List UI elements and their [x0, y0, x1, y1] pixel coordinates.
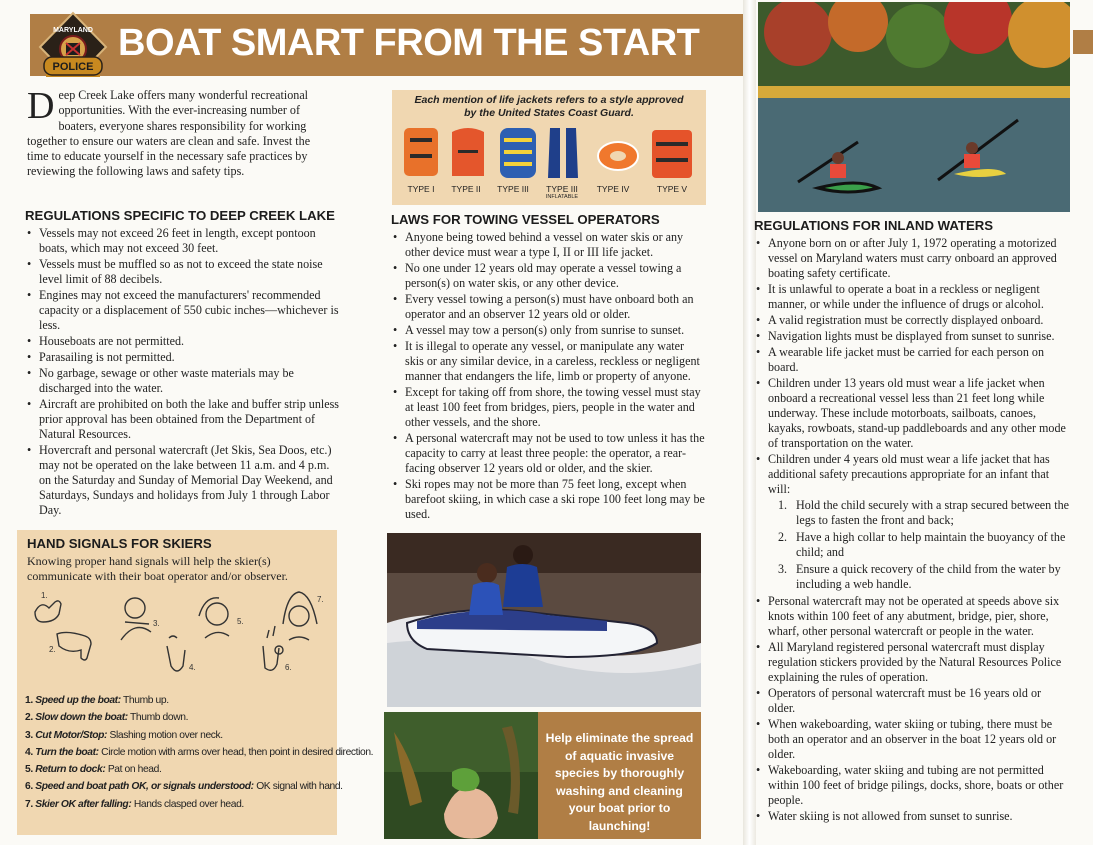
sub-list-item: 2. Have a high collar to help maintain the buoyancy of the child; and	[778, 530, 1066, 559]
list-item: 6. Speed and boat path OK, or signals understood: OK signal with hand.	[25, 781, 343, 793]
svg-text:MARYLAND: MARYLAND	[53, 27, 93, 34]
list-item: • Anyone being towed behind a vessel on water skis or any other device must wear a type I, II or III life jacket.	[391, 230, 705, 260]
life-jacket-illustrations	[400, 124, 700, 182]
hand-signals-heading: HAND SIGNALS FOR SKIERS	[27, 536, 212, 551]
turn-boat-hand-icon	[167, 636, 196, 672]
sub-list-item: 3. Ensure a quick recovery of the child from the water by including a web handle.	[778, 562, 1061, 591]
hand-signals-list	[25, 692, 373, 813]
list-item: • Except for taking off from shore, the towing vessel must stay at least 100 feet from bridges, piers, people in the water and other vessels, and the shore.	[391, 385, 705, 430]
maryland-police-badge	[30, 7, 116, 77]
type-3-life-jacket-icon	[500, 128, 536, 178]
list-item: 2. Slow down the boat: Thumb down.	[25, 712, 189, 724]
list-item: • Operators of personal watercraft must be 16 years old or older.	[754, 686, 1070, 716]
thumb-down-hand-icon	[49, 632, 91, 660]
sub-list-item: 1. Hold the child securely with a strap secured between the legs to fasten the front and back;	[778, 498, 1070, 527]
life-jacket-label: TYPE V	[656, 184, 688, 194]
list-item: • No garbage, sewage or other waste materials may be discharged into the water.	[25, 366, 340, 396]
list-item: • Houseboats are not permitted.	[25, 334, 340, 349]
deep-creek-heading: REGULATIONS SPECIFIC TO DEEP CREEK LAKE	[25, 208, 335, 223]
inland-heading: REGULATIONS FOR INLAND WATERS	[754, 218, 994, 233]
list-item: • Children under 4 years old must wear a life jacket that has additional safety precautions appropriate for an infant that will:	[754, 452, 1070, 497]
list-item: • Wakeboarding, water skiing and tubing are not permitted within 100 feet of bridge pilings, docks, shore, boats or other people.	[754, 763, 1070, 808]
list-item: 7. Skier OK after falling: Hands clasped over head.	[25, 798, 244, 810]
svg-text:6.: 6.	[285, 663, 292, 672]
list-item: • All Maryland registered personal watercraft must display regulation stickers provided by the Natural Resources Police explaining the rules of operation.	[754, 640, 1070, 685]
list-item: • Anyone born on or after July 1, 1972 operating a motorized vessel on Maryland waters must carry onboard an approved boating safety certificate.	[754, 236, 1070, 281]
jet-ski-photo	[387, 533, 701, 707]
inland-section	[754, 218, 1070, 825]
hand-signals-intro: Knowing proper hand signals will help the skier(s) communicate with their boat operator and/or observer.	[27, 554, 288, 583]
thumb-up-hand-icon	[35, 591, 61, 622]
list-item: 5. Return to dock: Pat on head.	[25, 764, 162, 776]
list-item: • Aircraft are prohibited on both the lake and buffer strip unless prior approval has been obtained from the Department of Natural Resources.	[25, 397, 340, 442]
towing-section	[391, 212, 705, 523]
list-item: • Children under 13 years old must wear a life jacket when onboard a recreational vessel less than 21 feet long while underway. These include motorboats, sailboats, canoes, kayaks, rowboats, stand-up paddleboards and any other mode of transportation on the water.	[754, 376, 1070, 451]
list-item: • Parasailing is not permitted.	[25, 350, 340, 365]
list-item: • A personal watercraft may not be used to tow unless it has the capacity to carry at least three people: the operator, a rear-facing observer 12 years old or older, and the skier.	[391, 431, 705, 476]
svg-text:5.: 5.	[237, 617, 244, 626]
hand-signal-illustrations	[27, 590, 327, 690]
list-item: • A valid registration must be correctly displayed onboard.	[754, 313, 1070, 328]
intro-text: eep Creek Lake offers many wonderful recreational opportunities. With the ever-increasing number of boaters, everyone shares responsibility for working together to ensure our waters are clean and safe. Invest the time to educate yourself in the necessary safe practices by reviewing the following laws and safety tips.	[27, 88, 311, 179]
life-jacket-box	[392, 90, 706, 205]
list-item: 3. Cut Motor/Stop: Slashing motion over neck.	[25, 729, 223, 741]
list-item: • Engines may not exceed the manufacturers' recommended capacity or a displacement of 550 cubic inches—whichever is less.	[25, 288, 340, 333]
type-5-life-jacket-icon	[652, 130, 692, 178]
list-item: • Water skiing is not allowed from sunset to sunrise.	[754, 809, 1070, 824]
list-item: • Vessels may not exceed 26 feet in length, except pontoon boats, which may not exceed 30 feet.	[25, 226, 340, 256]
list-item: • A vessel may tow a person(s) only from sunrise to sunset.	[391, 323, 705, 338]
invasive-species-box	[538, 712, 701, 839]
towing-heading: LAWS FOR TOWING VESSEL OPERATORS	[391, 212, 660, 227]
list-item: • When wakeboarding, water skiing or tubing, there must be both an operator and an observer in the boat 12 years old or older.	[754, 717, 1070, 762]
list-item: • Personal watercraft may not be operated at speeds above six knots within 100 feet of any abutment, bridge, pier, shore, wharf, other personal watercraft or people in the water.	[754, 594, 1070, 639]
list-item: • Every vessel towing a person(s) must have onboard both an operator and an observer 12 years old or older.	[391, 292, 705, 322]
life-jacket-label: TYPE II	[451, 184, 481, 194]
hand-holding-weed-photo	[384, 712, 538, 839]
list-item: 4. Turn the boat: Circle motion with arms over head, then point in desired direction.	[25, 746, 374, 758]
type-3-inflatable-life-jacket-icon	[548, 128, 578, 178]
cut-motor-figure-icon	[121, 598, 160, 640]
skier-ok-figure-icon	[283, 592, 324, 640]
deep-creek-section	[25, 208, 340, 519]
life-jacket-label: TYPE III INFLATABLE	[545, 184, 579, 200]
type-2-life-jacket-icon	[452, 128, 484, 176]
drop-cap: D	[27, 85, 55, 127]
page-title: BOAT SMART FROM THE START	[118, 22, 700, 64]
ok-signal-hand-icon	[263, 626, 292, 672]
list-item: • Ski ropes may not be more than 75 feet long, except when barefoot skiing, in which case a ski rope 100 feet long may be used.	[391, 477, 705, 522]
list-item: 1. Speed up the boat: Thumb up.	[25, 695, 169, 706]
intro-paragraph	[27, 85, 332, 180]
life-jacket-label: TYPE I	[407, 184, 435, 194]
list-item: • It is illegal to operate any vessel, or manipulate any water skis or any similar device, in a careless, reckless or negligent manner that endangers the life, limb or property of anyone.	[391, 339, 705, 384]
life-jacket-label: TYPE IV	[596, 184, 630, 194]
list-item: • It is unlawful to operate a boat in a reckless or negligent manner, or while under the influence of drugs or alcohol.	[754, 282, 1070, 312]
life-jacket-caption: Each mention of life jackets refers to a style approved by the United States Coast Guard.	[414, 94, 684, 119]
svg-text:4.: 4.	[189, 663, 196, 672]
hand-signals-box	[17, 530, 374, 835]
svg-text:POLICE: POLICE	[52, 61, 94, 73]
type-4-ring-buoy-icon	[598, 142, 638, 170]
list-item: • No one under 12 years old may operate a vessel towing a person(s) on water skis, or any other device.	[391, 261, 705, 291]
kayakers-photo	[758, 2, 1070, 212]
svg-text:7.: 7.	[317, 595, 324, 604]
invasive-species-message: Help eliminate the spread of aquatic invasive species by thoroughly washing and cleaning your boat prior to launching!	[545, 731, 694, 833]
life-jacket-label: TYPE III	[497, 184, 529, 194]
list-item: • Vessels must be muffled so as not to exceed the state noise level limit of 88 decibels.	[25, 257, 340, 287]
list-item: • Navigation lights must be displayed from sunset to sunrise.	[754, 329, 1070, 344]
svg-text:2.: 2.	[49, 645, 56, 654]
type-1-life-jacket-icon	[404, 128, 438, 176]
svg-text:1.: 1.	[41, 591, 48, 600]
list-item: • Hovercraft and personal watercraft (Jet Skis, Sea Doos, etc.) may not be operated on the lake between 11 a.m. and 4 p.m. on the Saturday and Sunday of Memorial Day Weekend, and Saturdays, Sundays and holidays from July 1 through Labor Day.	[25, 443, 340, 518]
svg-text:3.: 3.	[153, 619, 160, 628]
list-item: • A wearable life jacket must be carried for each person on board.	[754, 345, 1070, 375]
banner-strip-right	[1073, 30, 1093, 54]
return-dock-figure-icon	[199, 598, 244, 638]
